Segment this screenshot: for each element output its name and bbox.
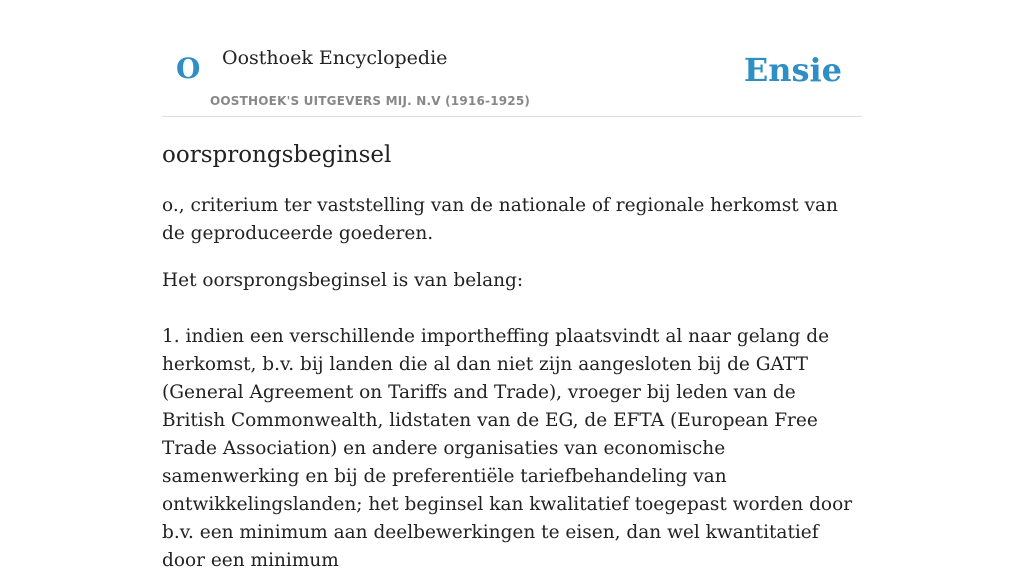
publisher-label: OOSTHOEK'S UITGEVERS MIJ. N.V (1916-1925): [210, 94, 531, 108]
letter-index[interactable]: O: [176, 52, 201, 85]
page: [162, 0, 862, 571]
brand-logo-link[interactable]: Ensie: [743, 51, 842, 89]
entry-paragraph-definition: o., criterium ter vaststelling van de nationale of regionale herkomst van de geproduceerde goederen.: [162, 195, 838, 244]
entry-paragraph-importance: Het oorsprongsbeginsel is van belang:: [162, 270, 524, 291]
book-title[interactable]: Oosthoek Encyclopedie: [222, 47, 448, 69]
entry-paragraph-point-1: 1. indien een verschillende importheffing plaatsvindt al naar gelang de herkomst, b.v. bij landen die al dan niet zijn aangesloten bij de GATT (General Agreement on Tariffs and Trade), vroeger bij leden van de British Commonwealth, lidstaten van de EG, de EFTA (European Free Trade Association) en andere organisaties van economische samenwerking en bij de preferentiële tariefbehandeling van ontwikkelingslanden; het beginsel kan kwalitatief toegepast worden door b.v. een minimum aan deelbewerkingen te eisen, dan wel kwantitatief door een minimum: [162, 326, 853, 571]
entry-term-title: oorsprongsbeginsel: [162, 142, 392, 168]
header: [162, 0, 862, 117]
